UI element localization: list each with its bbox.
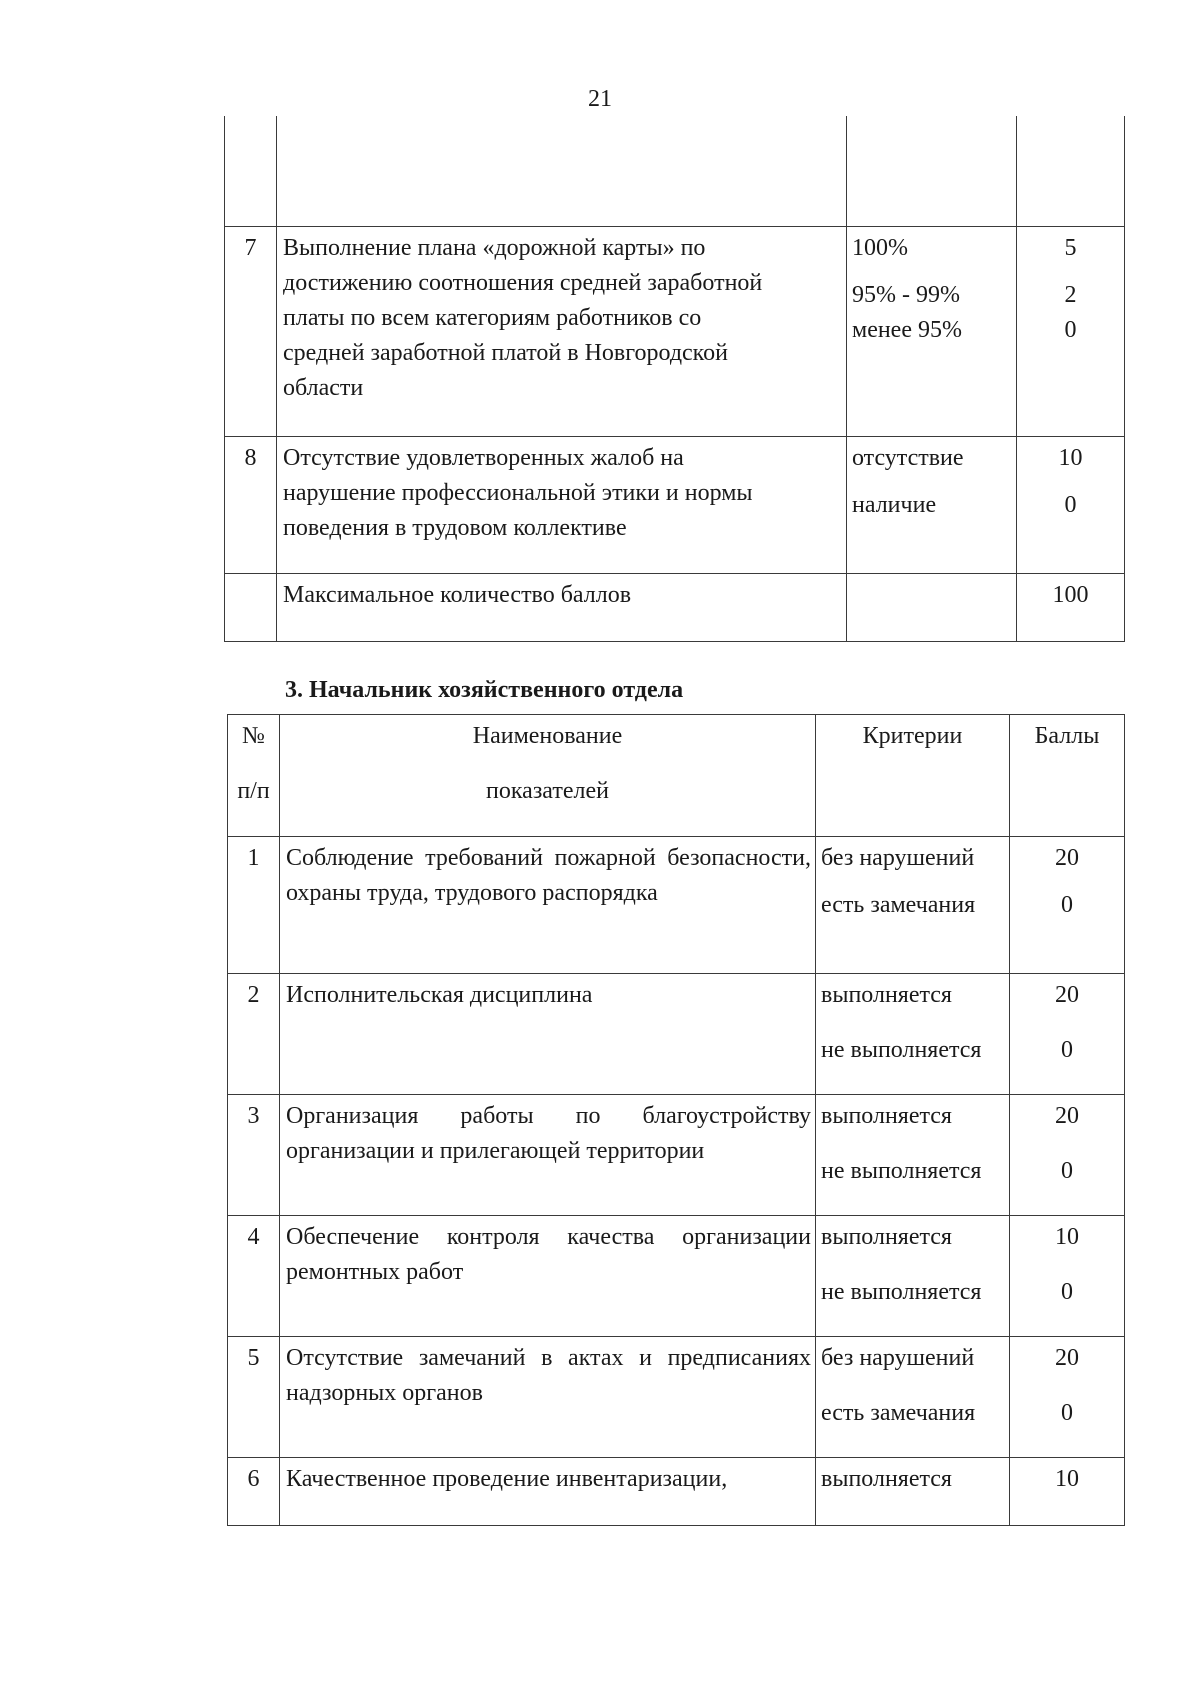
table-row [228,1095,1125,1216]
text-line: Выполнение плана «дорожной карты» по [283,234,706,261]
indicator-name [277,436,847,573]
score: 10 [1058,444,1083,471]
criteria-cell [816,1216,1010,1337]
text-line: поведения в трудовом коллективе [283,514,627,541]
indicator-name: Качественное проведение инвентаризации, [280,1458,816,1526]
score: 20 [1055,845,1079,871]
header-text: показателей [486,778,609,804]
score-cell [1017,436,1125,573]
text-line: области [283,374,364,401]
score-cell [1010,1458,1125,1526]
text-line: Отсутствие удовлетворенных жалоб на [283,444,684,471]
header-text: № [242,723,265,749]
row-number: 7 [225,226,277,436]
criteria-cell [816,1458,1010,1526]
table-row-total [225,573,1125,641]
row-number: 1 [228,837,280,974]
criteria-table-section-3 [227,714,1125,1526]
table-row [225,436,1125,573]
score: 0 [1064,491,1077,518]
header-number [228,715,280,837]
score: 0 [1061,1158,1073,1184]
score: 0 [1061,1400,1073,1426]
criterion: наличие [852,491,937,518]
criteria-cell [816,1337,1010,1458]
table-row [228,837,1125,974]
indicator-name: Отсутствие замечаний в актах и предписаниях надзорных органов [280,1337,816,1458]
text-line: платы по всем категориям работников со [283,304,702,331]
header-text: п/п [237,778,270,804]
row-number: 6 [228,1458,280,1526]
criteria-cell [847,226,1017,436]
criterion: выполняется [821,1224,952,1250]
row-number: 4 [228,1216,280,1337]
indicator-name [277,116,847,226]
score: 20 [1055,982,1079,1008]
score-cell [1010,1216,1125,1337]
criteria-cell [847,116,1017,226]
criterion: не выполняется [821,1279,982,1305]
criterion: без нарушений [821,845,975,871]
header-criteria: Критерии [816,715,1010,837]
score: 10 [1055,1466,1079,1492]
page-number: 21 [588,86,612,112]
score-cell [1017,573,1125,641]
row-number: 3 [228,1095,280,1216]
score-cell [1010,1095,1125,1216]
score: 0 [1061,1279,1073,1305]
score: 0 [1061,892,1073,918]
section-title: 3. Начальник хозяйственного отдела [285,677,684,703]
criterion: без нарушений [821,1345,975,1371]
text-line: достижению соотношения средней заработной [283,269,763,296]
score: 10 [1055,1224,1079,1250]
header-scores: Баллы [1010,715,1125,837]
score: 5 [1064,234,1077,261]
indicator-name: Организация работы по благоустройству организации и прилегающей территории [280,1095,816,1216]
criterion: есть замечания [821,1400,976,1426]
criteria-cell [847,436,1017,573]
header-name [280,715,816,837]
score: 2 [1064,281,1077,308]
score-cell [1010,837,1125,974]
criterion: 100% [852,234,908,261]
score-cell [1010,974,1125,1095]
criterion: есть замечания [821,892,976,918]
score: 100 [1052,581,1089,608]
criteria-cell [816,837,1010,974]
indicator-name: Исполнительская дисциплина [280,974,816,1095]
criterion: выполняется [821,982,952,1008]
total-label [277,573,847,641]
row-number: 5 [228,1337,280,1458]
table-header-row [228,715,1125,837]
score: 20 [1055,1103,1079,1129]
criterion: не выполняется [821,1037,982,1063]
criterion: не выполняется [821,1158,982,1184]
table-row [228,974,1125,1095]
indicator-name [277,226,847,436]
score: 0 [1061,1037,1073,1063]
row-number [225,116,277,226]
score-cell [1017,226,1125,436]
criterion: менее 95% [852,316,962,343]
table-row [228,1216,1125,1337]
criteria-cell [847,573,1017,641]
row-number: 8 [225,436,277,573]
criterion: отсутствие [852,444,964,471]
criterion: выполняется [821,1103,952,1129]
score-cell [1017,116,1125,226]
table-row [228,1337,1125,1458]
score-cell [1010,1337,1125,1458]
text-line: нарушение профессиональной этики и нормы [283,479,753,506]
indicator-name: Обеспечение контроля качества организации ремонтных работ [280,1216,816,1337]
criteria-cell [816,1095,1010,1216]
criterion: 95% - 99% [852,281,960,308]
row-number [225,573,277,641]
text-line: средней заработной платой в Новгородской [283,339,728,366]
table-row [228,1458,1125,1526]
table-row [225,226,1125,436]
criteria-cell [816,974,1010,1095]
criterion: выполняется [821,1466,952,1492]
score: 0 [1064,316,1077,343]
score: 20 [1055,1345,1079,1371]
row-number: 2 [228,974,280,1095]
criteria-table-continued [224,116,1125,642]
text-line: Максимальное количество баллов [283,581,632,608]
indicator-name: Соблюдение требований пожарной безопасности, охраны труда, трудового распорядка [280,837,816,974]
header-text: Наименование [472,723,623,749]
table-row [225,116,1125,226]
